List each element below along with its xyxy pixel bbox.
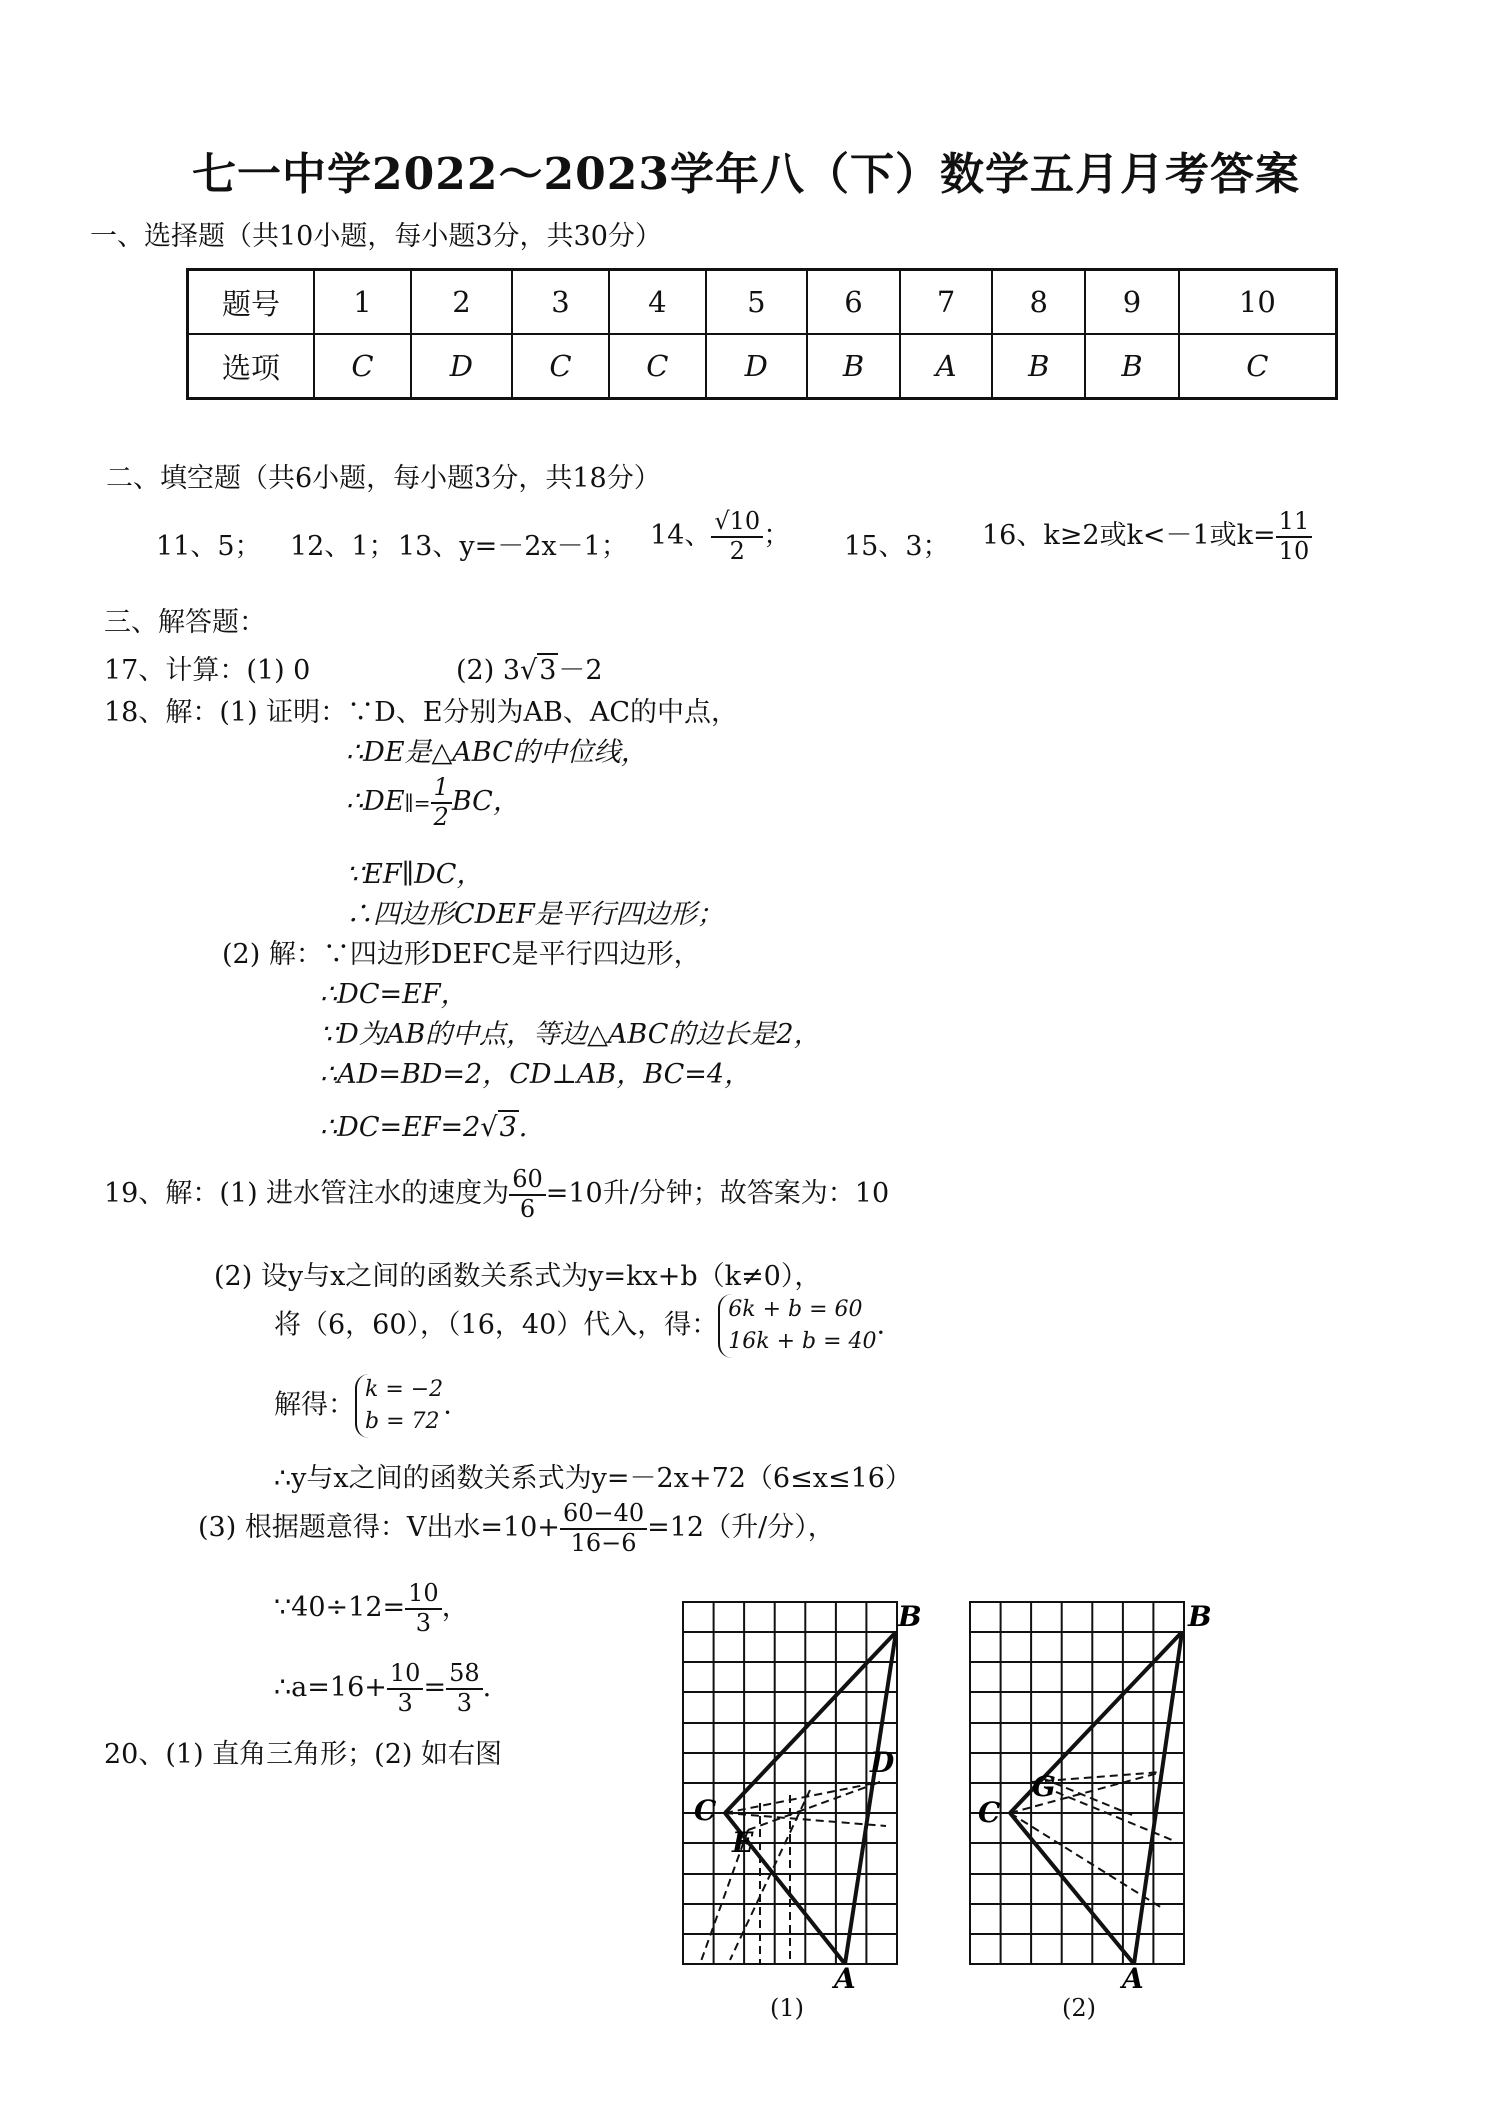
table-cell: B xyxy=(807,334,900,399)
table-cell: 5 xyxy=(706,270,807,335)
parallel-equal-symbol: ∥= xyxy=(404,791,431,816)
q18-line1: 18、解：(1) 证明：∵D、E分别为AB、AC的中点， xyxy=(104,697,739,728)
answer-11: 11、5； xyxy=(156,531,262,562)
radicand: 3 xyxy=(499,1112,517,1143)
q19-line1 xyxy=(104,1166,889,1223)
q20-line: 20、(1) 直角三角形；(2) 如右图 xyxy=(104,1739,503,1770)
fraction xyxy=(405,1580,442,1637)
answer-14-prefix: 14、 xyxy=(650,520,712,552)
q18-line8: ∵D为AB的中点，等边△ABC的边长是2， xyxy=(320,1019,821,1050)
q19-line4: 解得： k = −2 b = 72 . xyxy=(274,1374,452,1438)
fraction-numerator: 58 xyxy=(446,1660,483,1690)
table-row-questions xyxy=(188,270,1337,335)
q19-line6-suffix: =12（升/分）， xyxy=(647,1512,835,1544)
fraction-numerator: 10 xyxy=(387,1660,424,1690)
equation-system xyxy=(718,1294,876,1358)
answer-14-suffix: ； xyxy=(763,520,791,552)
fraction-numerator: 10 xyxy=(405,1580,442,1610)
fraction xyxy=(711,508,763,565)
fraction-denominator: 10 xyxy=(1278,536,1310,565)
table-cell: A xyxy=(900,334,992,399)
q17-part2: (2) 3√3－2 xyxy=(456,655,603,686)
q18-line2: ∴DE是△ABC的中位线， xyxy=(346,737,648,768)
q18-line10-suffix: . xyxy=(518,1112,528,1143)
point-label: A xyxy=(834,1962,856,1990)
q19-line6-prefix: (3) 根据题意得：V出水=10+ xyxy=(198,1512,560,1544)
fraction-numerator: 11 xyxy=(1276,508,1313,538)
table-row-answers xyxy=(188,334,1337,399)
answer-16-prefix: 16、k≥2或k<－1或k= xyxy=(982,520,1276,552)
page-title: 七一中学2022～2023学年八（下）数学五月月考答案 xyxy=(192,149,1300,200)
fraction-numerator: √10 xyxy=(711,508,763,538)
geometry-figure-1 xyxy=(670,1590,930,1990)
answer-16 xyxy=(982,508,1312,565)
table-cell: B xyxy=(1085,334,1178,399)
answer-12: 12、1； xyxy=(290,531,396,562)
q17-part2-suffix: －2 xyxy=(558,655,603,686)
q19-line8-prefix: ∴a=16+ xyxy=(274,1672,387,1704)
q19-line4-text: 解得： xyxy=(274,1389,355,1421)
q19-line3-text: 将（6，60），（16，40）代入，得： xyxy=(274,1309,719,1341)
figure-2-caption: (2) xyxy=(1062,1994,1096,2022)
equals-sign: = xyxy=(423,1672,447,1704)
q19-line3: 将（6，60），（16，40）代入，得： 6k + b = 60 16k + b = 40 . xyxy=(274,1294,885,1358)
fraction-numerator: 60 xyxy=(509,1166,546,1196)
point-label: D xyxy=(870,1746,895,1779)
point-label: A xyxy=(1122,1962,1144,1990)
q17-part1: 17、计算：(1) 0 xyxy=(104,655,311,686)
table-cell: C xyxy=(314,334,411,399)
fraction-denominator: 2 xyxy=(729,536,745,565)
answer-13: 13、y=－2x－1； xyxy=(398,531,628,562)
equation-system xyxy=(355,1374,443,1438)
table-cell: 9 xyxy=(1085,270,1178,335)
point-label: B xyxy=(1188,1600,1212,1633)
fraction-numerator: 60−40 xyxy=(560,1500,647,1530)
fraction-denominator: 6 xyxy=(519,1194,536,1223)
q19-line8-suffix: . xyxy=(482,1672,492,1704)
answer-14 xyxy=(650,508,790,565)
q19-line7-suffix: ， xyxy=(441,1592,469,1624)
point-label: G xyxy=(1032,1770,1056,1803)
q18-line3 xyxy=(346,774,520,831)
fraction-denominator: 2 xyxy=(433,802,449,831)
table-cell: 4 xyxy=(609,270,706,335)
table-cell: D xyxy=(411,334,512,399)
q18-line4: ∵EF∥DC， xyxy=(346,859,484,890)
q19-line5: ∴y与x之间的函数关系式为y=－2x+72（6≤x≤16） xyxy=(274,1463,912,1494)
q19-line6 xyxy=(198,1500,835,1557)
answer-table xyxy=(186,268,1338,400)
q18-line10-prefix: ∴DC=EF=2 xyxy=(320,1112,481,1143)
section1-heading: 一、选择题（共10小题，每小题3分，共30分） xyxy=(90,221,662,252)
table-cell: C xyxy=(609,334,706,399)
q19-line8 xyxy=(274,1660,491,1717)
equation: k = −2 xyxy=(365,1377,444,1402)
fraction-denominator: 3 xyxy=(456,1688,472,1717)
grid xyxy=(683,1602,897,1964)
fraction xyxy=(1276,508,1313,565)
fraction-numerator: 1 xyxy=(431,774,452,804)
point-label: E xyxy=(732,1826,754,1859)
table-cell: 3 xyxy=(512,270,609,335)
section2-heading: 二、填空题（共6小题，每小题3分，共18分） xyxy=(106,463,661,494)
table-cell: 10 xyxy=(1179,270,1337,335)
q19-line1-suffix: =10升/分钟；故答案为：10 xyxy=(545,1178,890,1210)
table-cell: 2 xyxy=(411,270,512,335)
table-cell: 8 xyxy=(992,270,1085,335)
geometry-figure-2 xyxy=(962,1590,1212,1990)
equation: 16k + b = 40 xyxy=(728,1328,877,1354)
table-cell: 6 xyxy=(807,270,900,335)
answer-15: 15、3； xyxy=(844,531,950,562)
fraction xyxy=(387,1660,424,1717)
table-cell: B xyxy=(992,334,1085,399)
q19-line1-prefix: 19、解：(1) 进水管注水的速度为 xyxy=(104,1178,510,1210)
section3-heading: 三、解答题： xyxy=(104,607,266,638)
fraction xyxy=(446,1660,483,1717)
equation: 6k + b = 60 xyxy=(728,1297,863,1322)
q19-line7 xyxy=(274,1580,469,1637)
q18-line5: ∴四边形CDEF是平行四边形； xyxy=(346,899,724,930)
fraction-denominator: 3 xyxy=(397,1688,413,1717)
radicand: 3 xyxy=(539,655,557,686)
grid xyxy=(970,1602,1184,1964)
fraction xyxy=(509,1166,546,1223)
q19-line7-prefix: ∵40÷12= xyxy=(274,1592,406,1624)
fraction xyxy=(431,774,452,831)
table-cell: C xyxy=(512,334,609,399)
fraction-denominator: 3 xyxy=(415,1608,432,1637)
q18-line9: ∴AD=BD=2，CD⊥AB，BC=4， xyxy=(320,1059,752,1090)
q18-line3-suffix: BC， xyxy=(451,786,520,818)
q18-line10: ∴DC=EF=2√3. xyxy=(320,1112,528,1143)
q18-line3-prefix: ∴DE xyxy=(346,786,405,818)
q18-line6: (2) 解：∵四边形DEFC是平行四边形， xyxy=(222,939,701,970)
fraction xyxy=(560,1500,647,1557)
point-label: C xyxy=(978,1796,1001,1829)
table-header-cell: 选项 xyxy=(188,334,315,399)
table-cell: C xyxy=(1179,334,1337,399)
figure-1-caption: (1) xyxy=(770,1994,804,2022)
table-header-cell: 题号 xyxy=(188,270,315,335)
q18-line7: ∴DC=EF， xyxy=(320,979,468,1010)
point-label: B xyxy=(898,1600,922,1633)
table-cell: 7 xyxy=(900,270,992,335)
table-cell: 1 xyxy=(314,270,411,335)
fraction-denominator: 16−6 xyxy=(570,1528,637,1557)
q17-part2-prefix: (2) 3 xyxy=(456,655,521,686)
table-cell: D xyxy=(706,334,807,399)
q19-line2: (2) 设y与x之间的函数关系式为y=kx+b（k≠0）， xyxy=(214,1261,822,1292)
point-label: C xyxy=(694,1794,717,1827)
equation: b = 72 xyxy=(365,1408,440,1434)
